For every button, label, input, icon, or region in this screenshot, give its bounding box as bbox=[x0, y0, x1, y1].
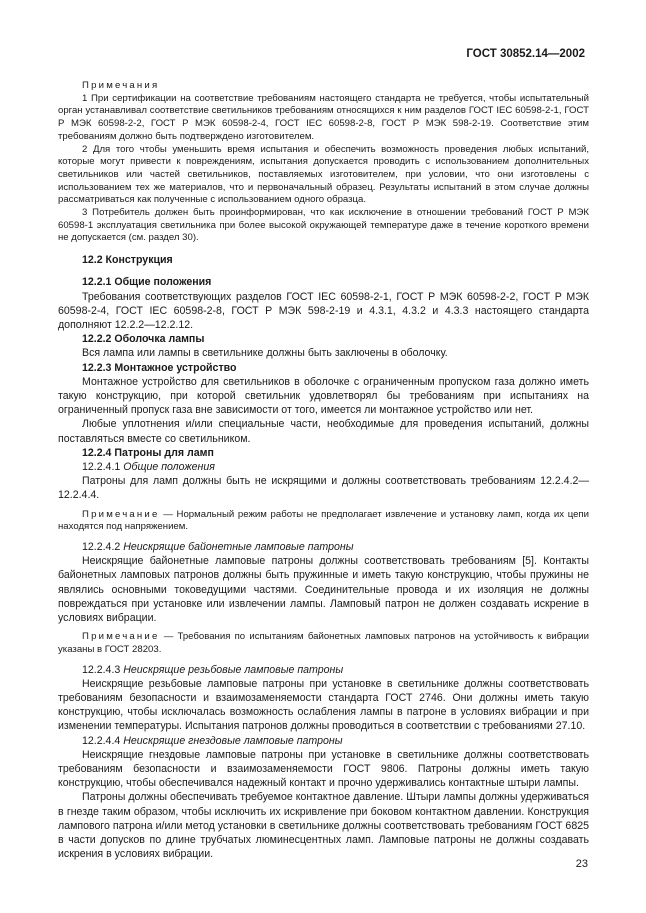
section-text-12-2-3-p2: Любые уплотнения и/или специальные части, необходимые для проведения испытаний, должны поставляться вместе со светильником. bbox=[58, 418, 589, 445]
subsection-heading-12-2-4-1 bbox=[58, 460, 589, 474]
subsection-number: 12.2.4.1 bbox=[82, 460, 121, 473]
subsection-number: 12.2.4.4 bbox=[82, 734, 121, 747]
note-text: — Нормальный режим работы не предполагает извлечение и установку ламп, когда их цепи находятся под напряжением. bbox=[58, 508, 589, 533]
subsection-title: Неискрящие резьбовые ламповые патроны bbox=[123, 663, 344, 676]
section-text-12-2-3-p1: Монтажное устройство для светильников в оболочке с ограниченным пропуском газа должно иметь такую конструкцию, при которой светильник удовлетворял бы требованиям при испытаниях на ограниченный пропуск газа вне зависимости от того, имеется ли монтажное устройство или нет. bbox=[58, 375, 589, 417]
subsection-text-12-2-4-2: Неискрящие байонетные ламповые патроны должны соответствовать требованиям [5]. Контакты байонетных ламповых патронов должны быть пружинные и иметь такую конструкцию, чтобы пружины не являлись основными токоведущими частями. Соединительные провода и их изоляция не должны повреждаться при установке или извлечении лампы. Ламповый патрон не должен создавать искрение в условиях вибрации. bbox=[58, 555, 589, 625]
note-1: 1 При сертификации на соответствие требованиям настоящего стандарта не требуется, чтобы испытательный орган устанавливал соответствие светильников требованиям относящихся к ним разделов ГОСТ IEC 60598-2-1, ГОСТ Р МЭК 60598-2-2, ГОСТ Р МЭК 60598-2-4, ГОСТ IEC 60598-2-8, ГОСТ Р МЭК 598-2-19. Соответствие этим требованиям должно быть подтверждено изготовителем. bbox=[58, 92, 589, 142]
subsection-title: Общие положения bbox=[123, 460, 215, 473]
subsection-heading-12-2-4-3 bbox=[58, 663, 589, 677]
section-text-12-2-1: Требования соответствующих разделов ГОСТ IEC 60598-2-1, ГОСТ Р МЭК 60598-2-2, ГОСТ Р МЭК 60598-2-4, ГОСТ IEC 60598-2-8, ГОСТ Р МЭК 598-2-19 и 4.3.1, 4.3.2 и 4.3.3 настоящего стандарта дополняют 12.2.2—12.2.12. bbox=[58, 290, 589, 331]
page-content bbox=[58, 80, 589, 861]
subsection-text-12-2-4-3: Неискрящие резьбовые ламповые патроны при установке в светильнике должны соответствовать требованиям безопасности и взаимозаменяемости стандарта ГОСТ 2746. Они должны иметь такую конструкцию, чтобы исключалась возможность ослабления лампы в патроне в условиях вибрации и при изменении температуры. Испытания патронов должны проводиться в соответствии с требованиями 27.10. bbox=[58, 677, 589, 733]
subsection-title: Неискрящие гнездовые ламповые патроны bbox=[123, 734, 343, 747]
section-heading-12-2: 12.2 Конструкция bbox=[82, 254, 173, 267]
subsection-text-12-2-4-1: Патроны для ламп должны быть не искрящими и должны соответствовать требованиям 12.2.4.2—12.2.4.4. bbox=[58, 475, 589, 502]
note-label: Примечание bbox=[82, 508, 160, 520]
subsection-heading-12-2-4-4 bbox=[58, 734, 589, 748]
subsection-text-12-2-4-4b: Патроны должны обеспечивать требуемое контактное давление. Штыри лампы должны удерживаться в гнезде таким образом, чтобы исключить их искривление при боковом контактном давлении. Конструкция лампового патрона и/или метод установки в светильнике должны соответствовать требованиям ГОСТ 6825 в части допусков по длине трубчатых люминесцентных ламп. Ламповые патроны не должны создавать искрения в условиях вибрации. bbox=[58, 791, 589, 861]
section-heading-12-2-2: 12.2.2 Оболочка лампы bbox=[82, 333, 205, 346]
section-heading-12-2-3: 12.2.3 Монтажное устройство bbox=[82, 361, 237, 374]
notes-label: Примечания bbox=[82, 80, 160, 91]
section-heading-12-2-1: 12.2.1 Общие положения bbox=[82, 276, 212, 289]
subsection-number: 12.2.4.3 bbox=[82, 663, 121, 676]
note-3: 3 Потребитель должен быть проинформирован, что как исключение в отношении требований ГОСТ Р МЭК 60598-1 эксплуатация светильника при более высокой окружающей температуре даже в течение короткого времени не допускается (см. раздел 30). bbox=[58, 207, 589, 244]
section-text-12-2-2: Вся лампа или лампы в светильнике должны быть заключены в оболочку. bbox=[82, 347, 448, 360]
subsection-heading-12-2-4-2 bbox=[58, 540, 589, 554]
note-12-2-4-2 bbox=[58, 631, 589, 656]
note-text: — Требования по испытаниям байонетных ламповых патронов на устойчивость к вибрации указаны в ГОСТ 28203. bbox=[58, 631, 589, 655]
note-12-2-4-1 bbox=[58, 509, 589, 534]
subsection-text-12-2-4-4a: Неискрящие гнездовые ламповые патроны при установке в светильнике должны соответствовать требованиям безопасности и взаимозаменяемости ГОСТ 9806. Патроны должны иметь такую конструкцию, чтобы обеспечивался надежный контакт и прочно удерживались контактные штыри лампы. bbox=[58, 748, 589, 790]
standard-code-header: ГОСТ 30852.14—2002 bbox=[466, 48, 585, 60]
subsection-number: 12.2.4.2 bbox=[82, 541, 121, 553]
note-2: 2 Для того чтобы уменьшить время испытания и обеспечить возможность проведения любых испытаний, которые могут привести к повреждениям, испытания допускается проводить с использованием дополнительных светильников или частей светильников, поставляемых изготовителем, при условии, что они изготовлены с использованием тех же материалов, что и первоначальный образец. Результаты испытаний в этом случае должны рассматриваться как полученные с использованием одного образца. bbox=[58, 143, 589, 206]
subsection-title: Неискрящие байонетные ламповые патроны bbox=[123, 541, 354, 553]
section-heading-12-2-4: 12.2.4 Патроны для ламп bbox=[82, 446, 214, 459]
page-number: 23 bbox=[575, 858, 588, 870]
note-label: Примечание bbox=[82, 631, 160, 643]
